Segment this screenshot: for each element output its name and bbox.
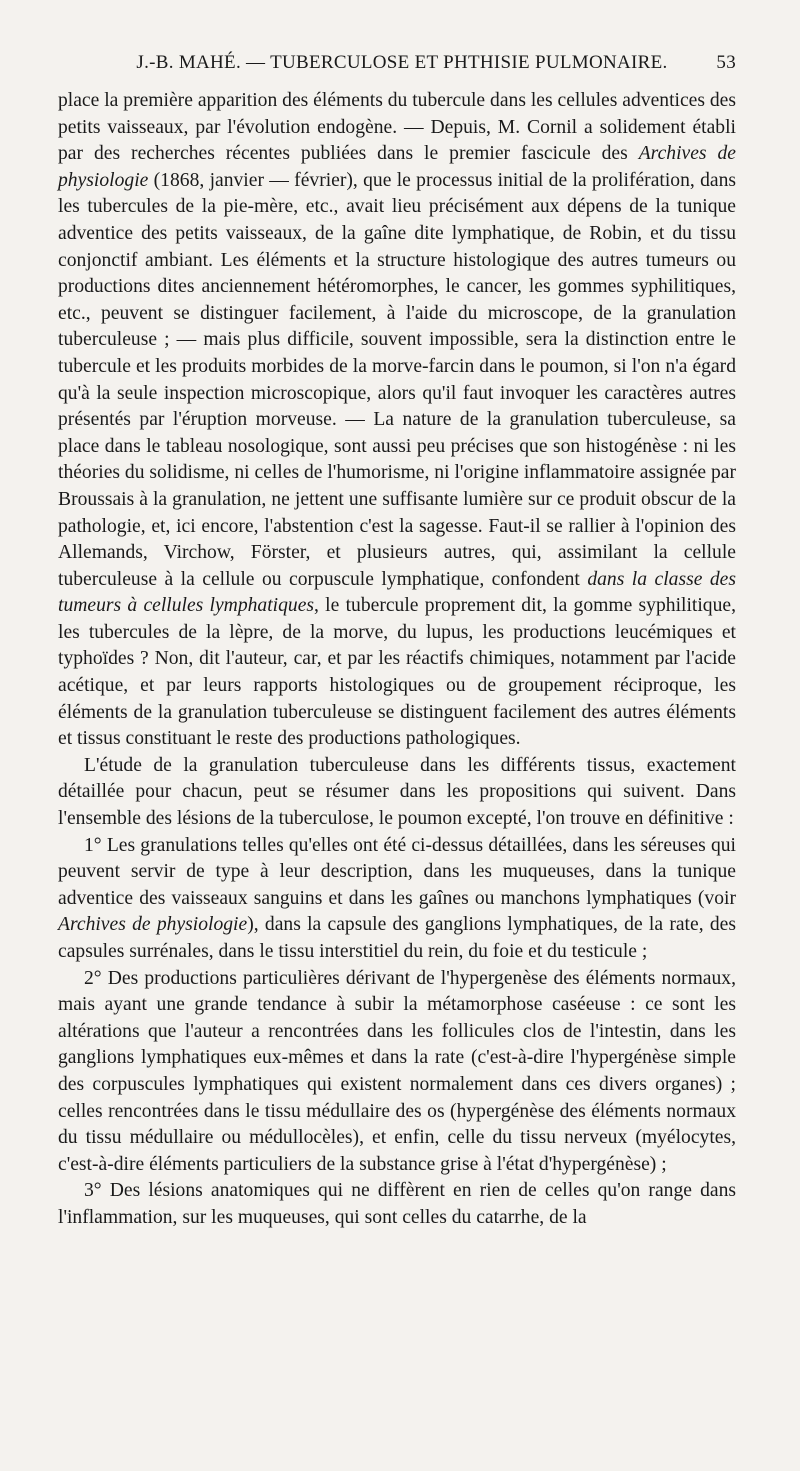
page-number: 53 [716,52,736,73]
paragraph-item-1 [58,833,736,966]
italic-journal-title: Archives de physiologie [58,914,248,936]
text-run: (1868, janvier — février), que le processus initial de la prolifération, dans les tubercules de la pie-mère, etc., avait lieu précisément aux dépens de la tunique adventice des petits vaisseaux, de la gaîne dite lymphatique, de Robin, et du tissu conjonctif ambiant. Les éléments et la structure histologique des autres tumeurs ou productions dites anciennement hétéromorphes, le cancer, les gommes syphilitiques, etc., peuvent se distinguer facilement, à l'aide du microscope, de la granulation tuberculeuse ; — mais plus difficile, souvent impossible, sera la distinction entre le tubercule et les produits morbides de la morve-farcin dans le poumon, si l'on n'a égard qu'à la seule inspection microscopique, alors qu'il faut invoquer les caractères autres présentés par l'éruption morveuse. — La nature de la granulation tuberculeuse, sa place dans le tableau nosologique, sont aussi peu précises que son histogénèse : ni les théories du solidisme, ni celles de l'humorisme, ni l'origine inflammatoire assignée par Broussais à la granulation, ne jettent une suffisante lumière sur ce produit obscur de la pathologie, et, ici encore, l'abstention c'est la sagesse. Faut-il se rallier à l'opinion des Allemands, Virchow, Förster, et plusieurs autres, qui, assimilant la cellule tuberculeuse à la cellule ou corpuscule lymphatique, confondent [58,169,736,590]
running-header [58,52,736,88]
text-run: , le tubercule proprement dit, la gomme syphilitique, les tubercules de la lèpre, de la morve, du lupus, les productions leucémiques et typhoïdes ? Non, dit l'auteur, car, et par les réactifs chimiques, notamment par l'acide acétique, et par leurs rapports histologiques ou de groupement réciproque, les éléments de la granulation tuberculeuse se distinguent facilement des autres éléments et tissus constituant le reste des productions pathologiques. [58,595,736,750]
paragraph-continuation [58,88,736,753]
italic-phrase: dans la classe des tumeurs à cellules lymphatiques [58,568,736,617]
paragraph-item-2: 2° Des productions particulières dérivant de l'hypergenèse des éléments normaux, mais ayant une grande tendance à subir la métamorphose caséeuse : ce sont les altérations que l'auteur a rencontrées dans les follicules clos de l'intestin, dans les ganglions lymphatiques eux-mêmes et dans la rate (c'est-à-dire l'hypergénèse simple des corpuscules lymphatiques qui existent normalement dans ces divers organes) ; celles rencontrées dans le tissu médullaire des os (hypergénèse des éléments normaux du tissu médullaire ou médullocèles), et enfin, celle du tissu nerveux (myélocytes, c'est-à-dire éléments particuliers de la substance grise à l'état d'hypergénèse) ; [58,967,736,1175]
text-run: 1° Les granulations telles qu'elles ont été ci-dessus détaillées, dans les séreuses qui peuvent servir de type à leur description, dans les muqueuses, dans la tunique adventice des vaisseaux sanguins et dans les gaînes ou manchons lymphatiques (voir [58,834,736,909]
italic-journal-title: Archives de physiologie [58,143,736,191]
text-run: place la première apparition des éléments du tubercule dans les cellules adventices des petits vaisseaux, par l'évolution endogène. — Depuis, M. Cornil a solidement établi par des recherches récentes publiées dans le premier fascicule des [58,90,736,165]
running-title: J.-B. MAHÉ. — TUBERCULOSE ET PHTHISIE PULMONAIRE. [136,52,668,73]
paragraph-summary: L'étude de la granulation tuberculeuse dans les différents tissus, exactement détaillée pour chacun, peut se résumer dans les propositions qui suivent. Dans l'ensemble des lésions de la tuberculose, le poumon excepté, l'on trouve en définitive : [58,754,736,830]
paragraph-item-3: 3° Des lésions anatomiques qui ne diffèrent en rien de celles qu'on range dans l'inflammation, sur les muqueuses, qui sont celles du catarrhe, de la [58,1180,736,1228]
text-run: ), dans la capsule des ganglions lymphatiques, de la rate, des capsules surrénales, dans le tissu interstitiel du rein, du foie et du testicule ; [58,914,736,962]
page-body [58,88,736,1232]
